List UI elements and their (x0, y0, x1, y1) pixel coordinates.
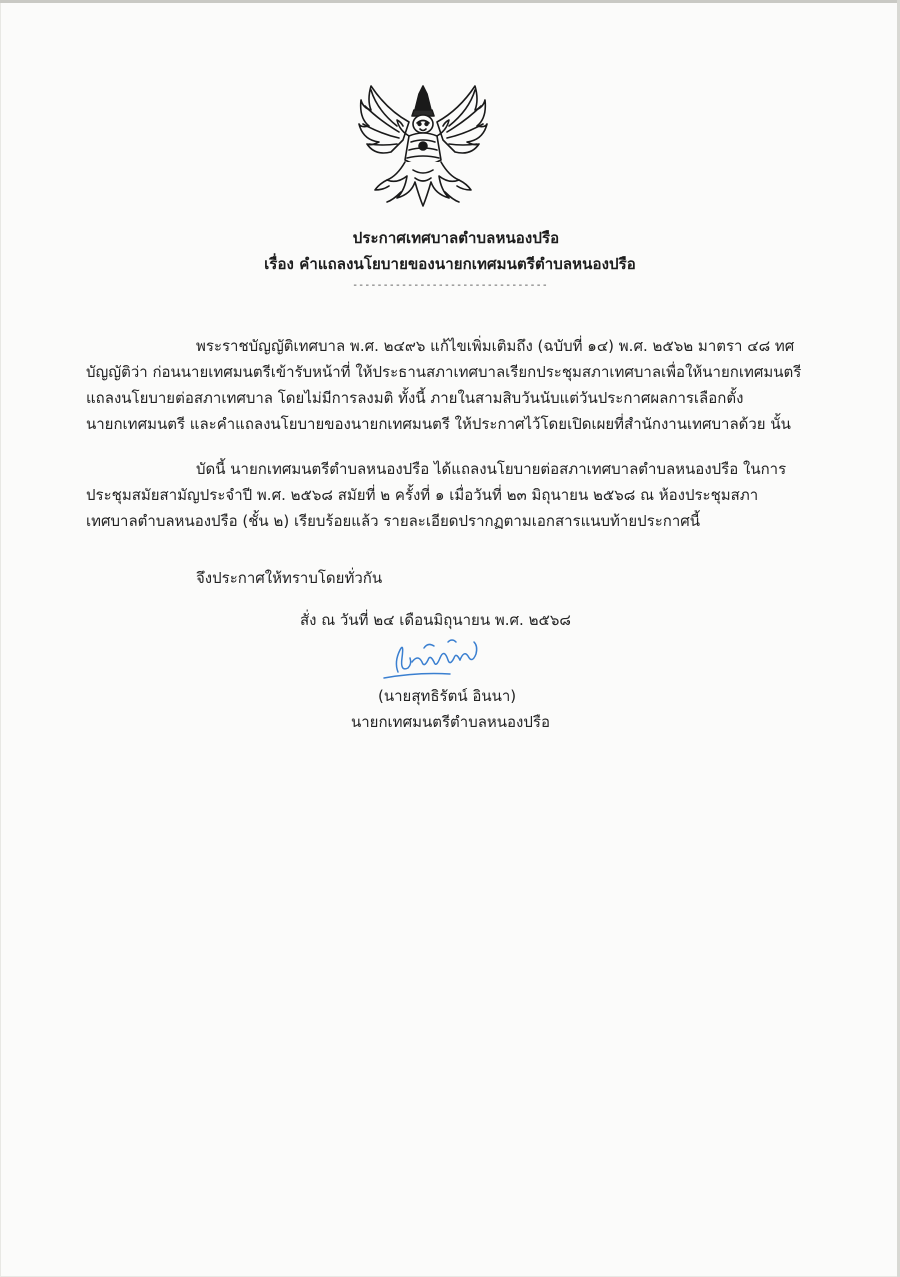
paragraph-line: พระราชบัญญัติเทศบาล พ.ศ. ๒๔๙๖ แก้ไขเพิ่มเติมถึง (ฉบับที่ ๑๔) พ.ศ. ๒๕๖๒ มาตรา ๔๘ ทศ (196, 337, 795, 355)
page-edge-top (0, 0, 900, 3)
paragraph-line: บัญญัติว่า ก่อนนายเทศมนตรีเข้ารับหน้าที่ ให้ประธานสภาเทศบาลเรียกประชุมสภาเทศบาลเพื่อให้นายกเทศมนตรี (86, 363, 802, 381)
title-separator: -------------------------------- (352, 280, 548, 291)
paragraph-line: นายกเทศมนตรี และคำแถลงนโยบายของนายกเทศมนตรี ให้ประกาศไว้โดยเปิดเผยที่สำนักงานเทศบาลด้วย นั้น (86, 415, 791, 433)
paragraph-line: เทศบาลตำบลหนองปรือ (ชั้น ๒) เรียบร้อยแล้ว รายละเอียดปรากฏตามเอกสารแนบท้ายประกาศนี้ (86, 512, 701, 530)
garuda-emblem-icon (357, 80, 489, 214)
announcement-closing: จึงประกาศให้ทราบโดยทั่วกัน (196, 569, 383, 587)
date-line: สั่ง ณ วันที่ ๒๔ เดือนมิถุนายน พ.ศ. ๒๕๖๘ (300, 611, 571, 629)
paragraph-line: ประชุมสมัยสามัญประจำปี พ.ศ. ๒๕๖๘ สมัยที่ ๒ ครั้งที่ ๑ เมื่อวันที่ ๒๓ มิถุนายน ๒๕๖๘ ณ ห้องประชุมสภา (86, 486, 759, 504)
announcement-title: ประกาศเทศบาลตำบลหนองปรือ (352, 229, 560, 247)
announcement-subject: เรื่อง คำแถลงนโยบายของนายกเทศมนตรีตำบลหนองปรือ (264, 255, 636, 273)
paragraph-line: แถลงนโยบายต่อสภาเทศบาล โดยไม่มีการลงมติ ทั้งนี้ ภายในสามสิบวันนับแต่วันประกาศผลการเลือกตั้ง (86, 389, 744, 407)
signer-name: (นายสุทธิรัตน์ อินนา) (378, 687, 517, 705)
paragraph-policy-statement (86, 456, 786, 534)
handwritten-signature (378, 628, 488, 683)
paragraph-legal-basis (86, 333, 801, 437)
signer-position: นายกเทศมนตรีตำบลหนองปรือ (351, 713, 550, 731)
paragraph-line: บัดนี้ นายกเทศมนตรีตำบลหนองปรือ ได้แถลงนโยบายต่อสภาเทศบาลตำบลหนองปรือ ในการ (196, 460, 787, 478)
